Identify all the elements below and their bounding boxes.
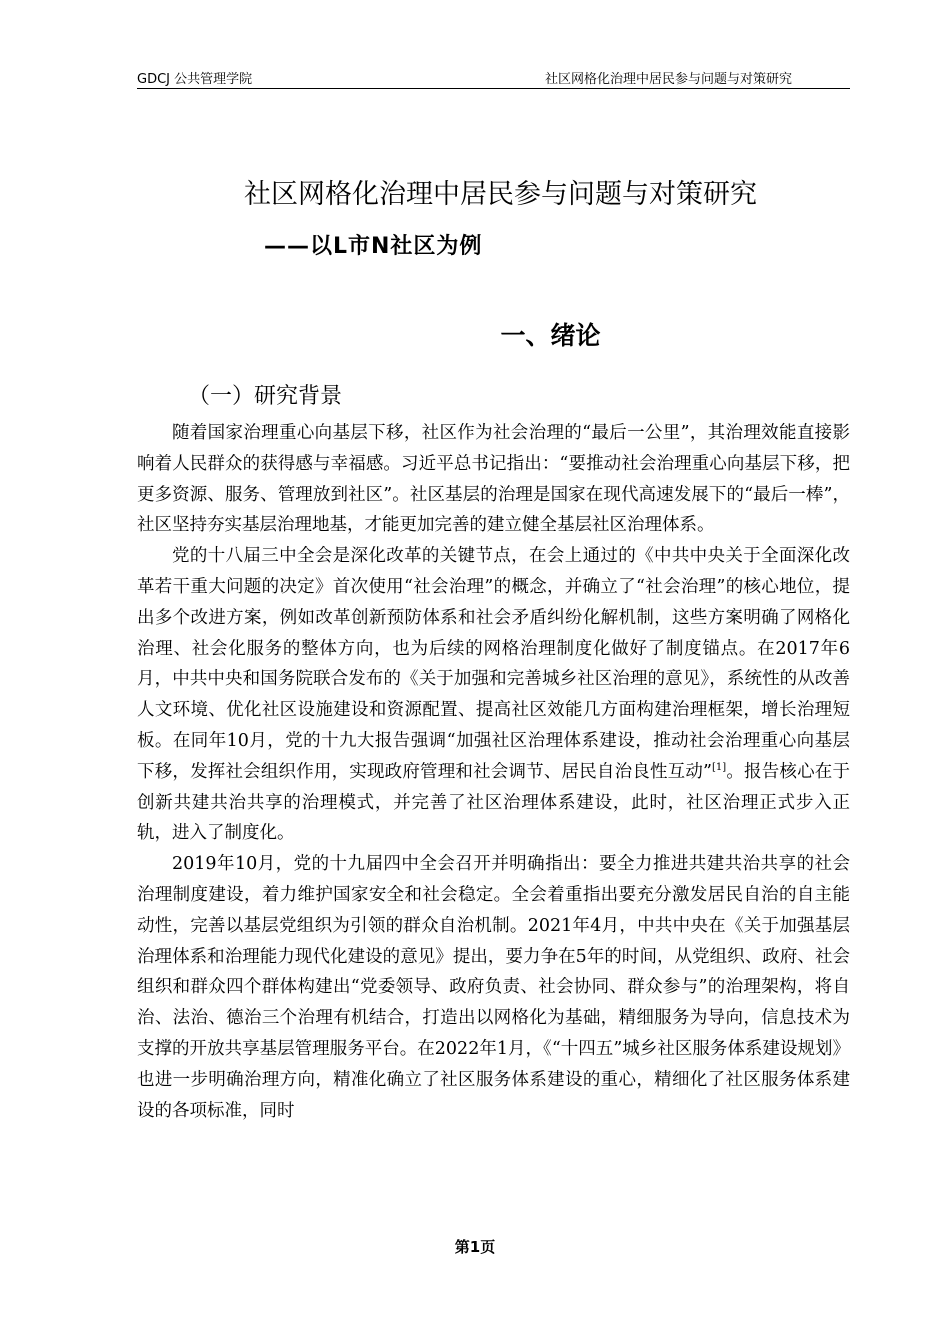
paragraph-3: 2019年10月，党的十九届四中全会召开并明确指出：要全力推进共建共治共享的社会治理制度建设，着力维护国家安全和社会稳定。全会着重指出要充分激发居民自治的自主能动性，完善以基层党组织为引领的群众自治机制。2021年4月，中共中央在《关于加强基层治理体系和治理能力现代化建设的意见》提出，要力争在5年的时间，从党组织、政府、社会组织和群众四个群体构建出“党委领导、政府负责、社会协同、群众参与”的治理架构，将自治、法治、德治三个治理有机结合，打造出以网格化为基础，精细服务为导向，信息技术为支撑的开放共享基层管理服务平台。在2022年1月，《“十四五”城乡社区服务体系建设规划》也进一步明确治理方向，精准化确立了社区服务体系建设的重心，精细化了社区服务体系建设的各项标准，同时 — [137, 854, 850, 1121]
paragraph-2-text: 党的十八届三中全会是深化改革的关键节点，在会上通过的《中共中央关于全面深化改革若干重大问题的决定》首次使用“社会治理”的概念，并确立了“社会治理”的核心地位，提出多个改进方案，例如改革创新预防体系和社会矛盾纠纷化解机制，这些方案明确了网格化治理、社会化服务的整体方向，也为后续的网格治理制度化做好了制度锚点。在2017年6月，中共中央和国务院联合发布的《关于加强和完善城乡社区治理的意见》，系统性的从改善人文环境、优化社区设施建设和资源配置、提高社区效能几方面构建治理框架，增长治理短板。在同年10月，党的十九大报告强调“加强社区治理体系建设，推动社会治理重心向基层下移，发挥社会组织作用，实现政府管理和社会调节、居民自治良性互动” — [137, 546, 850, 782]
body-text — [137, 418, 850, 1126]
section-heading: 一、绪论 — [500, 321, 601, 350]
document-subtitle: ——以L市N社区为例 — [264, 234, 483, 259]
paragraph-2-text-continued: 。报告核心在于创新共建共治共享的治理模式，并完善了社区治理体系建设，此时，社区治理正式步入正轨，进入了制度化。 — [137, 761, 850, 844]
citation-reference: [1] — [712, 761, 727, 773]
document-title: 社区网格化治理中居民参与问题与对策研究 — [244, 179, 757, 210]
page-header — [137, 68, 850, 89]
subsection-heading: （一）研究背景 — [188, 384, 343, 409]
paragraph-2 — [137, 541, 850, 849]
header-running-title: 社区网格化治理中居民参与问题与对策研究 — [544, 72, 792, 87]
page-number: 第1页 — [454, 1238, 496, 1256]
paragraph-1: 随着国家治理重心向基层下移，社区作为社会治理的“最后一公里”，其治理效能直接影响着人民群众的获得感与幸福感。习近平总书记指出：“要推动社会治理重心向基层下移，把更多资源、服务、管理放到社区”。社区基层的治理是国家在现代高速发展下的“最后一棒”，社区坚持夯实基层治理地基，才能更加完善的建立健全基层社区治理体系。 — [137, 423, 850, 536]
header-institution: GDCJ 公共管理学院 — [137, 72, 253, 87]
